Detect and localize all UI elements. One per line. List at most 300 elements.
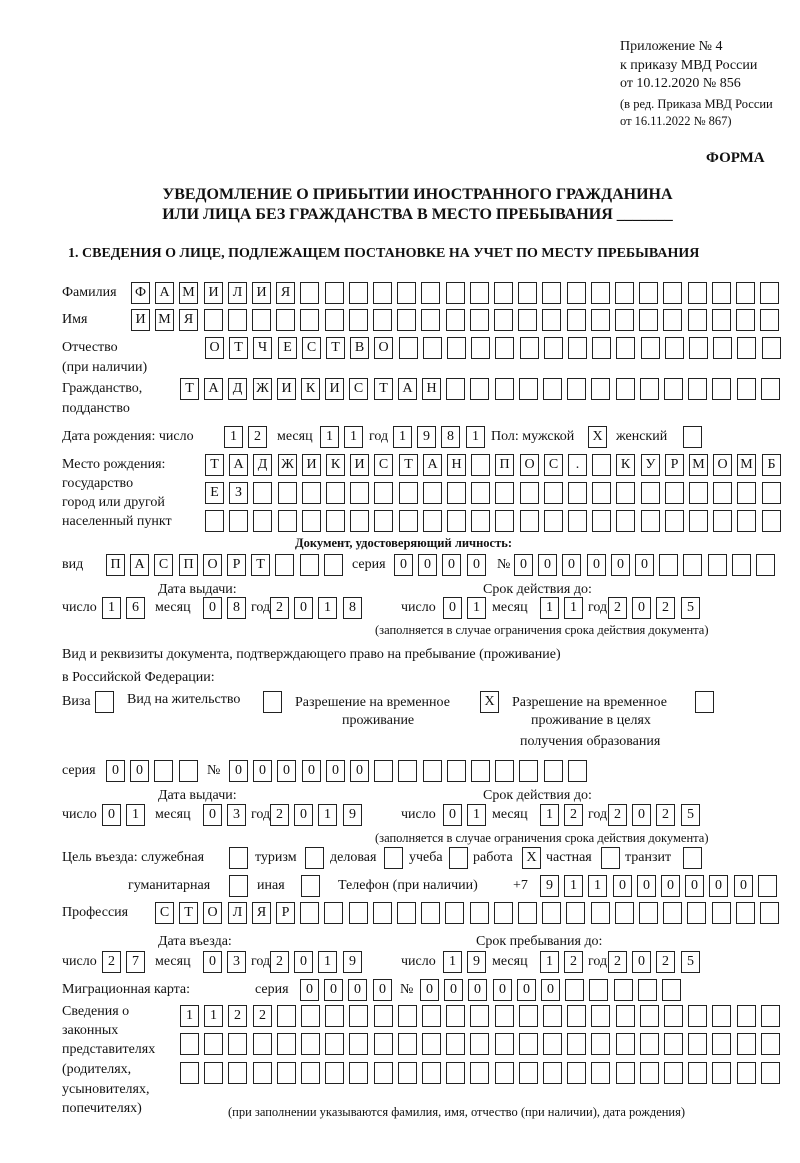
char-cell-id-number[interactable]: 0 — [587, 554, 606, 576]
char-cell-until-day[interactable]: 1 — [443, 951, 462, 973]
char-cell-birth-day[interactable]: 2 — [248, 426, 267, 448]
char-cell-id-issue-month[interactable]: 0 — [203, 597, 222, 619]
char-cell-birthplace2[interactable] — [616, 482, 635, 504]
char-cell-name[interactable] — [276, 309, 295, 331]
char-cell-id-kind[interactable]: С — [154, 554, 173, 576]
char-cell-id-issue-year[interactable]: 8 — [343, 597, 362, 619]
char-cell-citizenship[interactable]: Ж — [253, 378, 272, 400]
char-cell-name[interactable] — [397, 309, 416, 331]
char-cell-stay-number[interactable]: 0 — [229, 760, 248, 782]
char-cell-birthplace2[interactable] — [641, 482, 660, 504]
char-cell-surname[interactable] — [446, 282, 465, 304]
char-cell-birthplace2[interactable] — [495, 482, 514, 504]
char-cell-birthplace2[interactable] — [447, 482, 466, 504]
char-cell-surname[interactable] — [615, 282, 634, 304]
char-cell-rep3[interactable] — [567, 1062, 586, 1084]
char-cell-birthplace2[interactable] — [713, 482, 732, 504]
char-cell-birthplace2[interactable] — [253, 482, 272, 504]
char-cell-citizenship[interactable]: Н — [422, 378, 441, 400]
char-cell-birthplace1[interactable]: Т — [205, 454, 224, 476]
char-cell-id-issue-day[interactable]: 6 — [126, 597, 145, 619]
char-cell-profession[interactable] — [736, 902, 755, 924]
char-cell-stay-number[interactable] — [398, 760, 417, 782]
char-cell-stay-valid-month[interactable]: 2 — [564, 804, 583, 826]
char-cell-birthplace1[interactable]: Д — [253, 454, 272, 476]
char-cell-rep2[interactable] — [519, 1033, 538, 1055]
char-cell-surname[interactable] — [736, 282, 755, 304]
char-cell-surname[interactable] — [567, 282, 586, 304]
char-cell-name[interactable] — [446, 309, 465, 331]
char-cell-name[interactable] — [373, 309, 392, 331]
char-cell-profession[interactable]: Р — [276, 902, 295, 924]
char-cell-id-series[interactable]: 0 — [467, 554, 486, 576]
char-cell-surname[interactable] — [300, 282, 319, 304]
char-cell-stay-number[interactable] — [568, 760, 587, 782]
char-cell-surname[interactable]: И — [252, 282, 271, 304]
checkbox-sex-male[interactable]: X — [588, 426, 607, 448]
char-cell-rep1[interactable] — [301, 1005, 320, 1027]
char-cell-rep3[interactable] — [301, 1062, 320, 1084]
char-cell-phone[interactable]: 0 — [709, 875, 728, 897]
char-cell-surname[interactable] — [688, 282, 707, 304]
char-cell-patronymic[interactable] — [544, 337, 563, 359]
char-cell-profession[interactable] — [591, 902, 610, 924]
char-cell-stay-series[interactable]: 0 — [106, 760, 125, 782]
char-cell-patronymic[interactable] — [520, 337, 539, 359]
char-cell-rep2[interactable] — [737, 1033, 756, 1055]
char-cell-rep3[interactable] — [325, 1062, 344, 1084]
char-cell-profession[interactable] — [760, 902, 779, 924]
char-cell-stay-number[interactable] — [544, 760, 563, 782]
char-cell-stay-issue-day[interactable]: 0 — [102, 804, 121, 826]
char-cell-stay-issue-year[interactable]: 2 — [270, 804, 289, 826]
char-cell-profession[interactable] — [349, 902, 368, 924]
char-cell-stay-series[interactable]: 0 — [130, 760, 149, 782]
char-cell-rep1[interactable] — [470, 1005, 489, 1027]
char-cell-citizenship[interactable] — [495, 378, 514, 400]
checkbox-p-tourism[interactable] — [305, 847, 324, 869]
char-cell-birthplace1[interactable]: К — [616, 454, 635, 476]
char-cell-birthplace2[interactable] — [278, 482, 297, 504]
char-cell-name[interactable] — [228, 309, 247, 331]
char-cell-id-issue-year[interactable]: 2 — [270, 597, 289, 619]
char-cell-birthplace1[interactable] — [471, 454, 490, 476]
char-cell-mc-number[interactable] — [638, 979, 657, 1001]
char-cell-stay-number[interactable]: 0 — [326, 760, 345, 782]
char-cell-profession[interactable] — [421, 902, 440, 924]
char-cell-stay-valid-year[interactable]: 2 — [608, 804, 627, 826]
char-cell-rep3[interactable] — [349, 1062, 368, 1084]
char-cell-stay-number[interactable] — [471, 760, 490, 782]
char-cell-birthplace2[interactable]: Е — [205, 482, 224, 504]
char-cell-surname[interactable]: И — [204, 282, 223, 304]
char-cell-name[interactable]: М — [155, 309, 174, 331]
char-cell-rep3[interactable] — [398, 1062, 417, 1084]
char-cell-citizenship[interactable] — [664, 378, 683, 400]
char-cell-rep2[interactable] — [495, 1033, 514, 1055]
char-cell-birthplace3[interactable] — [326, 510, 345, 532]
char-cell-birthplace2[interactable]: З — [229, 482, 248, 504]
char-cell-profession[interactable] — [566, 902, 585, 924]
char-cell-birthplace3[interactable] — [689, 510, 708, 532]
char-cell-rep2[interactable] — [398, 1033, 417, 1055]
char-cell-stay-number[interactable] — [423, 760, 442, 782]
char-cell-entry-month[interactable]: 3 — [227, 951, 246, 973]
char-cell-mc-number[interactable] — [565, 979, 584, 1001]
char-cell-stay-valid-day[interactable]: 0 — [443, 804, 462, 826]
char-cell-patronymic[interactable] — [471, 337, 490, 359]
char-cell-name[interactable] — [760, 309, 779, 331]
char-cell-surname[interactable] — [325, 282, 344, 304]
char-cell-rep2[interactable] — [277, 1033, 296, 1055]
char-cell-birthplace1[interactable]: П — [495, 454, 514, 476]
char-cell-rep3[interactable] — [180, 1062, 199, 1084]
char-cell-patronymic[interactable] — [762, 337, 781, 359]
char-cell-patronymic[interactable]: В — [350, 337, 369, 359]
char-cell-stay-valid-day[interactable]: 1 — [467, 804, 486, 826]
char-cell-birthplace2[interactable] — [568, 482, 587, 504]
char-cell-until-year[interactable]: 0 — [632, 951, 651, 973]
char-cell-phone[interactable]: 9 — [540, 875, 559, 897]
char-cell-citizenship[interactable] — [519, 378, 538, 400]
char-cell-rep2[interactable] — [422, 1033, 441, 1055]
char-cell-surname[interactable]: Я — [276, 282, 295, 304]
char-cell-rep1[interactable] — [422, 1005, 441, 1027]
char-cell-id-kind[interactable] — [324, 554, 343, 576]
char-cell-profession[interactable] — [445, 902, 464, 924]
checkbox-p-business[interactable] — [384, 847, 403, 869]
char-cell-id-valid-year[interactable]: 2 — [656, 597, 675, 619]
char-cell-citizenship[interactable]: С — [349, 378, 368, 400]
char-cell-birth-month[interactable]: 1 — [344, 426, 363, 448]
char-cell-citizenship[interactable]: И — [325, 378, 344, 400]
char-cell-profession[interactable] — [494, 902, 513, 924]
char-cell-id-number[interactable]: 0 — [611, 554, 630, 576]
char-cell-profession[interactable] — [518, 902, 537, 924]
char-cell-rep3[interactable] — [761, 1062, 780, 1084]
char-cell-rep2[interactable] — [567, 1033, 586, 1055]
char-cell-citizenship[interactable] — [737, 378, 756, 400]
char-cell-rep1[interactable] — [374, 1005, 393, 1027]
char-cell-surname[interactable] — [494, 282, 513, 304]
char-cell-patronymic[interactable] — [689, 337, 708, 359]
char-cell-name[interactable] — [615, 309, 634, 331]
char-cell-id-issue-year[interactable]: 0 — [294, 597, 313, 619]
char-cell-phone[interactable]: 0 — [661, 875, 680, 897]
char-cell-birthplace3[interactable] — [544, 510, 563, 532]
char-cell-birthplace3[interactable] — [278, 510, 297, 532]
char-cell-surname[interactable] — [397, 282, 416, 304]
char-cell-rep3[interactable] — [470, 1062, 489, 1084]
char-cell-mc-number[interactable]: 0 — [444, 979, 463, 1001]
char-cell-name[interactable]: И — [131, 309, 150, 331]
char-cell-mc-number[interactable]: 0 — [468, 979, 487, 1001]
char-cell-rep1[interactable] — [737, 1005, 756, 1027]
char-cell-name[interactable] — [325, 309, 344, 331]
char-cell-birthplace2[interactable] — [374, 482, 393, 504]
char-cell-surname[interactable] — [470, 282, 489, 304]
char-cell-stay-number[interactable] — [447, 760, 466, 782]
char-cell-surname[interactable]: М — [179, 282, 198, 304]
char-cell-birthplace1[interactable]: Ж — [278, 454, 297, 476]
char-cell-profession[interactable]: Л — [228, 902, 247, 924]
char-cell-rep1[interactable] — [712, 1005, 731, 1027]
char-cell-mc-number[interactable] — [589, 979, 608, 1001]
char-cell-entry-year[interactable]: 2 — [270, 951, 289, 973]
char-cell-patronymic[interactable]: Е — [278, 337, 297, 359]
char-cell-entry-year[interactable]: 9 — [343, 951, 362, 973]
char-cell-patronymic[interactable]: Ч — [253, 337, 272, 359]
char-cell-phone[interactable]: 0 — [613, 875, 632, 897]
char-cell-birthplace2[interactable] — [350, 482, 369, 504]
checkbox-visa[interactable] — [95, 691, 114, 713]
checkbox-temp-residence[interactable]: X — [480, 691, 499, 713]
char-cell-birthplace3[interactable] — [520, 510, 539, 532]
char-cell-surname[interactable] — [421, 282, 440, 304]
char-cell-patronymic[interactable] — [665, 337, 684, 359]
char-cell-rep2[interactable] — [616, 1033, 635, 1055]
checkbox-residence-permit[interactable] — [263, 691, 282, 713]
char-cell-birthplace3[interactable] — [350, 510, 369, 532]
char-cell-stay-valid-month[interactable]: 1 — [540, 804, 559, 826]
char-cell-birthplace3[interactable] — [471, 510, 490, 532]
char-cell-name[interactable] — [204, 309, 223, 331]
char-cell-rep3[interactable] — [277, 1062, 296, 1084]
char-cell-id-series[interactable]: 0 — [442, 554, 461, 576]
char-cell-profession[interactable] — [639, 902, 658, 924]
char-cell-rep3[interactable] — [495, 1062, 514, 1084]
char-cell-rep3[interactable] — [519, 1062, 538, 1084]
checkbox-p-private[interactable] — [601, 847, 620, 869]
char-cell-rep3[interactable] — [688, 1062, 707, 1084]
char-cell-id-number[interactable] — [683, 554, 702, 576]
char-cell-stay-number[interactable] — [374, 760, 393, 782]
char-cell-rep2[interactable] — [180, 1033, 199, 1055]
char-cell-citizenship[interactable]: Д — [228, 378, 247, 400]
char-cell-birthplace2[interactable] — [399, 482, 418, 504]
char-cell-profession[interactable] — [663, 902, 682, 924]
char-cell-id-valid-year[interactable]: 0 — [632, 597, 651, 619]
char-cell-name[interactable]: Я — [179, 309, 198, 331]
char-cell-id-number[interactable] — [756, 554, 775, 576]
char-cell-surname[interactable] — [639, 282, 658, 304]
char-cell-mc-series[interactable]: 0 — [373, 979, 392, 1001]
char-cell-id-issue-year[interactable]: 1 — [318, 597, 337, 619]
char-cell-id-kind[interactable]: А — [130, 554, 149, 576]
char-cell-surname[interactable]: А — [155, 282, 174, 304]
char-cell-birthplace1[interactable]: И — [350, 454, 369, 476]
char-cell-birthplace2[interactable] — [471, 482, 490, 504]
char-cell-birth-day[interactable]: 1 — [224, 426, 243, 448]
checkbox-p-other[interactable] — [301, 875, 320, 897]
char-cell-citizenship[interactable]: Т — [374, 378, 393, 400]
char-cell-surname[interactable] — [663, 282, 682, 304]
char-cell-stay-number[interactable]: 0 — [277, 760, 296, 782]
char-cell-stay-valid-year[interactable]: 0 — [632, 804, 651, 826]
char-cell-id-number[interactable]: 0 — [635, 554, 654, 576]
char-cell-phone[interactable]: 0 — [685, 875, 704, 897]
char-cell-profession[interactable] — [542, 902, 561, 924]
char-cell-surname[interactable] — [349, 282, 368, 304]
char-cell-rep2[interactable] — [349, 1033, 368, 1055]
char-cell-birth-year[interactable]: 8 — [441, 426, 460, 448]
char-cell-birthplace3[interactable] — [399, 510, 418, 532]
char-cell-rep1[interactable] — [616, 1005, 635, 1027]
char-cell-profession[interactable] — [712, 902, 731, 924]
char-cell-name[interactable] — [542, 309, 561, 331]
char-cell-birthplace2[interactable] — [665, 482, 684, 504]
char-cell-birthplace2[interactable] — [544, 482, 563, 504]
char-cell-rep1[interactable] — [446, 1005, 465, 1027]
char-cell-rep3[interactable] — [374, 1062, 393, 1084]
char-cell-stay-valid-year[interactable]: 5 — [681, 804, 700, 826]
char-cell-id-kind[interactable]: Т — [251, 554, 270, 576]
char-cell-id-kind[interactable]: Р — [227, 554, 246, 576]
char-cell-profession[interactable]: Т — [179, 902, 198, 924]
char-cell-surname[interactable] — [712, 282, 731, 304]
char-cell-patronymic[interactable]: О — [374, 337, 393, 359]
char-cell-citizenship[interactable] — [470, 378, 489, 400]
char-cell-name[interactable] — [470, 309, 489, 331]
char-cell-id-number[interactable] — [732, 554, 751, 576]
char-cell-id-kind[interactable] — [275, 554, 294, 576]
checkbox-sex-female[interactable] — [683, 426, 702, 448]
char-cell-birthplace3[interactable] — [737, 510, 756, 532]
char-cell-mc-number[interactable]: 0 — [420, 979, 439, 1001]
char-cell-birthplace3[interactable] — [253, 510, 272, 532]
char-cell-stay-number[interactable]: 0 — [350, 760, 369, 782]
char-cell-rep1[interactable] — [664, 1005, 683, 1027]
char-cell-rep3[interactable] — [640, 1062, 659, 1084]
char-cell-rep2[interactable] — [446, 1033, 465, 1055]
char-cell-until-year[interactable]: 2 — [608, 951, 627, 973]
char-cell-birthplace1[interactable]: Т — [399, 454, 418, 476]
char-cell-id-valid-month[interactable]: 1 — [564, 597, 583, 619]
char-cell-name[interactable] — [712, 309, 731, 331]
char-cell-patronymic[interactable] — [641, 337, 660, 359]
char-cell-rep2[interactable] — [688, 1033, 707, 1055]
char-cell-stay-issue-day[interactable]: 1 — [126, 804, 145, 826]
char-cell-phone[interactable] — [758, 875, 777, 897]
char-cell-profession[interactable] — [324, 902, 343, 924]
char-cell-birthplace3[interactable] — [641, 510, 660, 532]
char-cell-rep3[interactable] — [204, 1062, 223, 1084]
char-cell-until-year[interactable]: 5 — [681, 951, 700, 973]
char-cell-mc-number[interactable] — [614, 979, 633, 1001]
char-cell-birthplace1[interactable]: О — [713, 454, 732, 476]
char-cell-profession[interactable] — [470, 902, 489, 924]
char-cell-rep1[interactable] — [640, 1005, 659, 1027]
char-cell-citizenship[interactable] — [543, 378, 562, 400]
char-cell-birthplace2[interactable] — [689, 482, 708, 504]
char-cell-rep1[interactable] — [567, 1005, 586, 1027]
char-cell-id-number[interactable] — [708, 554, 727, 576]
char-cell-birthplace3[interactable] — [592, 510, 611, 532]
char-cell-rep1[interactable] — [543, 1005, 562, 1027]
char-cell-name[interactable] — [300, 309, 319, 331]
char-cell-birthplace3[interactable] — [229, 510, 248, 532]
char-cell-patronymic[interactable]: Т — [229, 337, 248, 359]
char-cell-birthplace1[interactable]: Б — [762, 454, 781, 476]
char-cell-birthplace3[interactable] — [302, 510, 321, 532]
char-cell-rep1[interactable] — [277, 1005, 296, 1027]
char-cell-birthplace1[interactable]: М — [737, 454, 756, 476]
checkbox-p-transit[interactable] — [683, 847, 702, 869]
char-cell-mc-series[interactable]: 0 — [300, 979, 319, 1001]
char-cell-birthplace2[interactable] — [423, 482, 442, 504]
char-cell-phone[interactable]: 0 — [637, 875, 656, 897]
char-cell-birthplace2[interactable] — [302, 482, 321, 504]
char-cell-birthplace3[interactable] — [423, 510, 442, 532]
char-cell-surname[interactable] — [542, 282, 561, 304]
char-cell-id-issue-day[interactable]: 1 — [102, 597, 121, 619]
char-cell-patronymic[interactable]: Т — [326, 337, 345, 359]
char-cell-stay-issue-year[interactable]: 9 — [343, 804, 362, 826]
char-cell-rep3[interactable] — [422, 1062, 441, 1084]
char-cell-stay-number[interactable]: 0 — [253, 760, 272, 782]
char-cell-rep2[interactable] — [761, 1033, 780, 1055]
char-cell-profession[interactable] — [397, 902, 416, 924]
char-cell-birthplace3[interactable] — [568, 510, 587, 532]
char-cell-citizenship[interactable] — [616, 378, 635, 400]
char-cell-stay-series[interactable] — [179, 760, 198, 782]
char-cell-id-number[interactable]: 0 — [514, 554, 533, 576]
char-cell-birthplace1[interactable]: О — [520, 454, 539, 476]
char-cell-mc-series[interactable]: 0 — [348, 979, 367, 1001]
char-cell-citizenship[interactable]: А — [204, 378, 223, 400]
char-cell-patronymic[interactable] — [592, 337, 611, 359]
char-cell-patronymic[interactable] — [495, 337, 514, 359]
char-cell-birthplace1[interactable]: И — [302, 454, 321, 476]
char-cell-mc-number[interactable]: 0 — [493, 979, 512, 1001]
char-cell-rep3[interactable] — [591, 1062, 610, 1084]
char-cell-until-month[interactable]: 1 — [540, 951, 559, 973]
char-cell-entry-year[interactable]: 1 — [318, 951, 337, 973]
char-cell-name[interactable] — [252, 309, 271, 331]
char-cell-entry-month[interactable]: 0 — [203, 951, 222, 973]
char-cell-patronymic[interactable]: С — [302, 337, 321, 359]
char-cell-mc-series[interactable]: 0 — [324, 979, 343, 1001]
char-cell-phone[interactable]: 1 — [564, 875, 583, 897]
char-cell-rep3[interactable] — [737, 1062, 756, 1084]
char-cell-rep1[interactable] — [495, 1005, 514, 1027]
char-cell-profession[interactable] — [373, 902, 392, 924]
char-cell-birthplace1[interactable]: У — [641, 454, 660, 476]
char-cell-id-number[interactable] — [659, 554, 678, 576]
char-cell-rep1[interactable]: 1 — [180, 1005, 199, 1027]
char-cell-patronymic[interactable] — [713, 337, 732, 359]
char-cell-profession[interactable] — [687, 902, 706, 924]
char-cell-id-number[interactable]: 0 — [538, 554, 557, 576]
char-cell-rep2[interactable] — [228, 1033, 247, 1055]
char-cell-patronymic[interactable] — [568, 337, 587, 359]
char-cell-rep2[interactable] — [712, 1033, 731, 1055]
char-cell-rep3[interactable] — [543, 1062, 562, 1084]
char-cell-surname[interactable] — [760, 282, 779, 304]
char-cell-id-kind[interactable]: П — [106, 554, 125, 576]
char-cell-birth-year[interactable]: 1 — [466, 426, 485, 448]
char-cell-birth-year[interactable]: 9 — [417, 426, 436, 448]
char-cell-id-valid-month[interactable]: 1 — [540, 597, 559, 619]
char-cell-birth-year[interactable]: 1 — [393, 426, 412, 448]
char-cell-patronymic[interactable]: О — [205, 337, 224, 359]
char-cell-stay-number[interactable] — [519, 760, 538, 782]
char-cell-entry-day[interactable]: 7 — [126, 951, 145, 973]
char-cell-rep2[interactable] — [301, 1033, 320, 1055]
char-cell-name[interactable] — [518, 309, 537, 331]
char-cell-rep2[interactable] — [591, 1033, 610, 1055]
char-cell-id-series[interactable]: 0 — [418, 554, 437, 576]
